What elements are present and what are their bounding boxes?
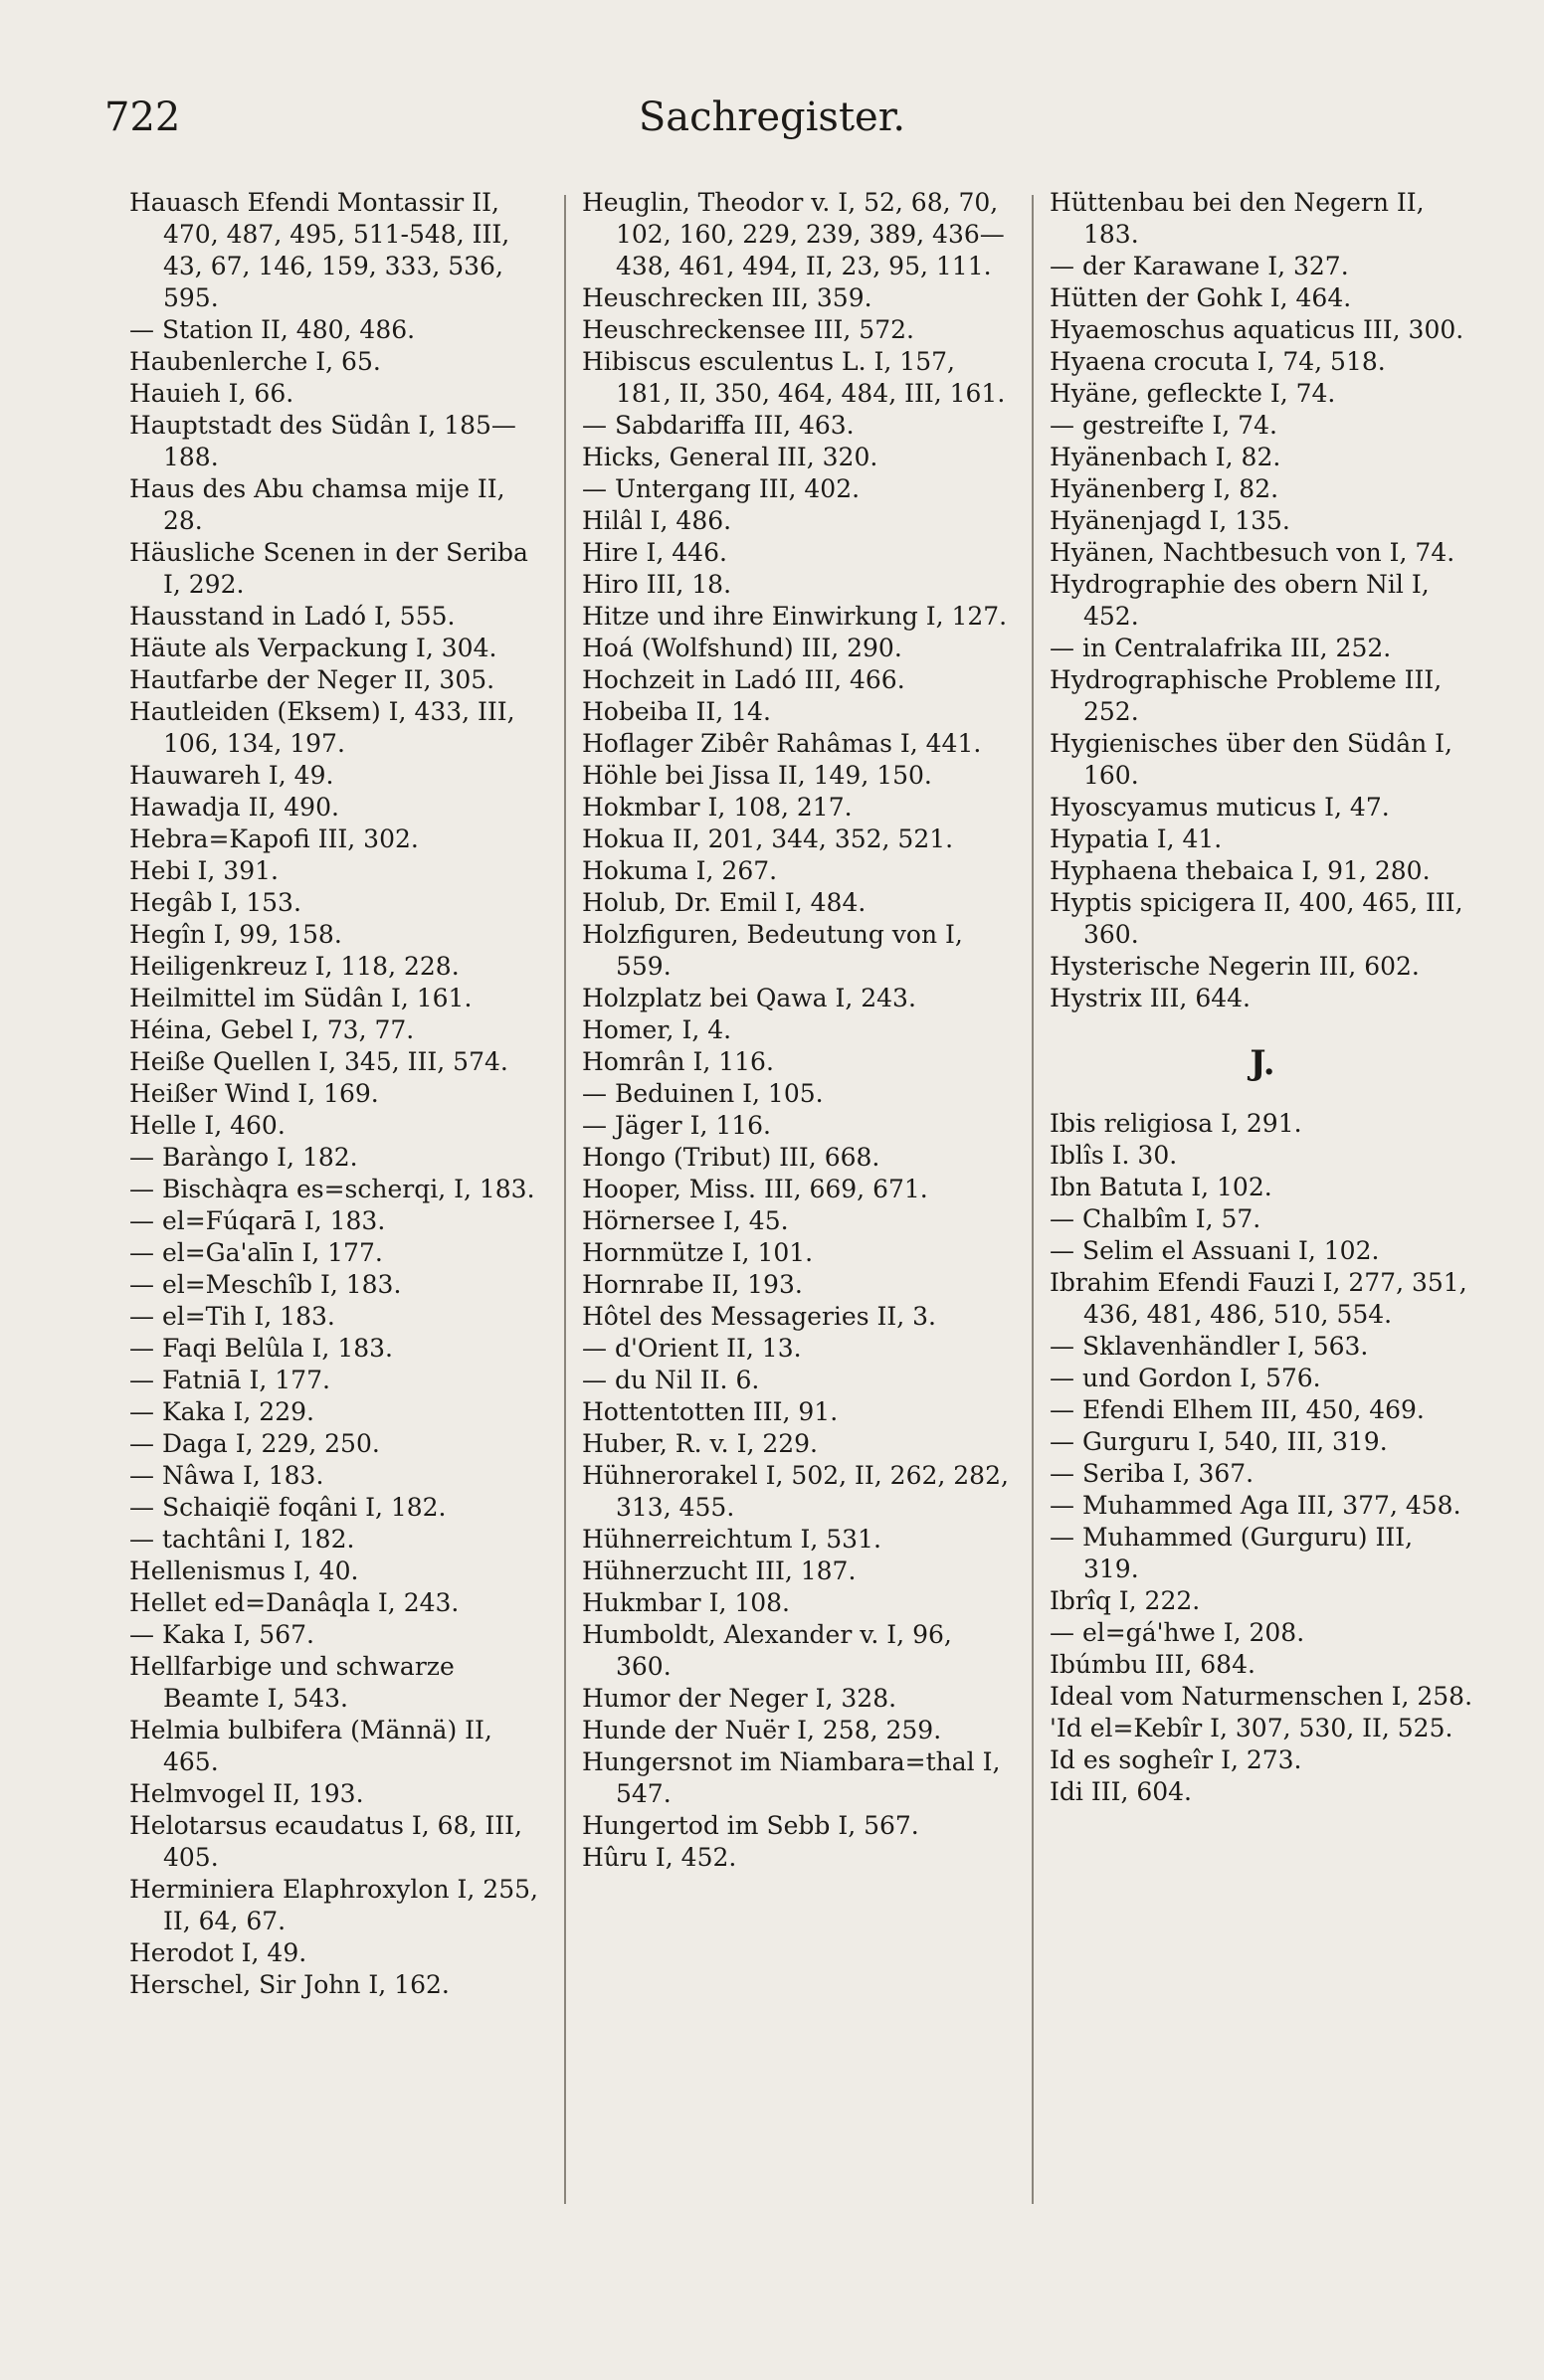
index-entry: Iblîs I. 30. (1050, 1141, 1178, 1170)
index-entry: Ibrahim Efendi Fauzi I, 277, 351, 436, 481, 486, 510, 554. (1050, 1268, 1467, 1329)
index-entry: Hellet ed=Danâqla I, 243. (129, 1588, 460, 1617)
index-entry: Hyoscyamus muticus I, 47. (1050, 793, 1390, 822)
index-entry: — Beduinen I, 105. (582, 1079, 824, 1108)
index-entry: — el=Fúqarā I, 183. (129, 1206, 386, 1235)
index-entry: — Faqi Belûla I, 183. (129, 1334, 393, 1363)
index-entry: — Kaka I, 229. (129, 1397, 314, 1426)
index-entry: Hunde der Nuër I, 258, 259. (582, 1716, 942, 1744)
index-entry: Hauwareh I, 49. (129, 761, 334, 790)
index-entry: Hegîn I, 99, 158. (129, 920, 342, 949)
index-entry: Hyphaena thebaica I, 91, 280. (1050, 856, 1431, 885)
index-entry: — Muhammed Aga III, 377, 458. (1050, 1491, 1461, 1520)
index-entry: — Kaka I, 567. (129, 1620, 314, 1649)
index-entry: Hornmütze I, 101. (582, 1238, 814, 1267)
index-entry: Häute als Verpackung I, 304. (129, 634, 497, 662)
index-entry: Hawadja II, 490. (129, 793, 339, 822)
index-entry: Haubenlerche I, 65. (129, 347, 381, 376)
index-entry: — du Nil II. 6. (582, 1366, 760, 1394)
index-entry: Hautleiden (Eksem) I, 433, III, 106, 134, 197. (129, 697, 515, 758)
index-entry: Homer, I, 4. (582, 1015, 732, 1044)
index-entry: — el=Ga'alīn I, 177. (129, 1238, 383, 1267)
index-entry: Hire I, 446. (582, 538, 727, 567)
index-entry: Hyptis spicigera II, 400, 465, III, 360. (1050, 888, 1463, 949)
index-entry: Hôtel des Messageries II, 3. (582, 1302, 936, 1331)
index-entry: — Gurguru I, 540, III, 319. (1050, 1427, 1388, 1456)
index-entry: Ibn Batuta I, 102. (1050, 1173, 1272, 1201)
index-entry: Hauieh I, 66. (129, 379, 294, 408)
index-entry: Hygienisches über den Südân I, 160. (1050, 729, 1452, 790)
index-entry: Idi III, 604. (1050, 1777, 1193, 1806)
index-entry: Hyänen, Nachtbesuch von I, 74. (1050, 538, 1455, 567)
index-entry: Ibrîq I, 222. (1050, 1586, 1201, 1615)
index-entry: Häusliche Scenen in der Seriba I, 292. (129, 538, 528, 599)
index-entry: Hauasch Efendi Montassir II, 470, 487, 495, 511-548, III, 43, 67, 146, 159, 333, 536, 595. (129, 188, 510, 312)
index-entry: Homrân I, 116. (582, 1047, 774, 1076)
index-entry: Hukmbar I, 108. (582, 1588, 790, 1617)
index-entry: Hydrographische Probleme III, 252. (1050, 665, 1443, 726)
index-entry: — Daga I, 229, 250. (129, 1429, 380, 1458)
index-entry: Ibis religiosa I, 291. (1050, 1109, 1302, 1138)
index-entry: — Sklavenhändler I, 563. (1050, 1332, 1369, 1361)
index-entry: Hyäne, gefleckte I, 74. (1050, 379, 1336, 408)
index-entry: Hokua II, 201, 344, 352, 521. (582, 824, 954, 853)
index-entry: — in Centralafrika III, 252. (1050, 634, 1392, 662)
index-entry: Holzfiguren, Bedeutung von I, 559. (582, 920, 963, 981)
index-entry: Holzplatz bei Qawa I, 243. (582, 984, 916, 1012)
index-entry: Heuschrecken III, 359. (582, 283, 872, 312)
index-entry: Hoá (Wolfshund) III, 290. (582, 634, 902, 662)
index-entry: Hyänenbach I, 82. (1050, 443, 1281, 471)
index-entry: — Sabdariffa III, 463. (582, 411, 855, 440)
index-entry: Hottentotten III, 91. (582, 1397, 839, 1426)
index-entry: Humor der Neger I, 328. (582, 1684, 897, 1713)
index-entry: Haus des Abu chamsa mije II, 28. (129, 474, 505, 535)
index-entry: — el=Meschîb I, 183. (129, 1270, 402, 1299)
index-entry: Hibiscus esculentus L. I, 157, 181, II, 350, 464, 484, III, 161. (582, 347, 1006, 408)
index-entry: — el=Tih I, 183. (129, 1302, 335, 1331)
index-entry: Hungertod im Sebb I, 567. (582, 1811, 919, 1840)
index-entry: Hypatia I, 41. (1050, 824, 1223, 853)
index-entry: Heuglin, Theodor v. I, 52, 68, 70, 102, 160, 229, 239, 389, 436—438, 461, 494, II, 23, 95, 111. (582, 188, 1005, 280)
index-column-3 (1050, 187, 1475, 1808)
index-entry: — Muhammed (Gurguru) III, 319. (1050, 1523, 1414, 1583)
index-entry: — Selim el Assuani I, 102. (1050, 1236, 1380, 1265)
index-entry: Hooper, Miss. III, 669, 671. (582, 1175, 928, 1203)
index-column-2 (582, 187, 1010, 1874)
index-entry: — el=gá'hwe I, 208. (1050, 1618, 1305, 1647)
index-entry: Hauptstadt des Südân I, 185—188. (129, 411, 516, 471)
index-entry: Hitze und ihre Einwirkung I, 127. (582, 602, 1008, 631)
index-entry: Heißer Wind I, 169. (129, 1079, 379, 1108)
index-entry: Humboldt, Alexander v. I, 96, 360. (582, 1620, 952, 1681)
index-entry: Hühnerorakel I, 502, II, 262, 282, 313, 455. (582, 1461, 1009, 1522)
page-header (0, 94, 1544, 154)
index-entry: Ibúmbu III, 684. (1050, 1650, 1255, 1679)
index-entry: Hyänenjagd I, 135. (1050, 506, 1290, 535)
index-entry: Hellfarbige und schwarze Beamte I, 543. (129, 1652, 455, 1713)
index-entry: Huber, R. v. I, 229. (582, 1429, 818, 1458)
index-entry: Hilâl I, 486. (582, 506, 732, 535)
index-entry: Hebi I, 391. (129, 856, 279, 885)
index-entry: Hongo (Tribut) III, 668. (582, 1143, 880, 1172)
index-entry: Hüttenbau bei den Negern II, 183. (1050, 188, 1425, 249)
index-entry: Helmvogel II, 193. (129, 1779, 364, 1808)
index-entry: Hochzeit in Ladó III, 466. (582, 665, 905, 694)
index-entry: — Seriba I, 367. (1050, 1459, 1254, 1488)
index-entry: — Bischàqra es=scherqi, I, 183. (129, 1175, 535, 1203)
index-entry: Herodot I, 49. (129, 1938, 307, 1967)
column-divider (1032, 195, 1034, 2204)
index-entry: — Station II, 480, 486. (129, 315, 416, 344)
index-entry: Hoflager Zibêr Rahâmas I, 441. (582, 729, 982, 758)
index-entry: Hyänenberg I, 82. (1050, 474, 1279, 503)
index-entry: Höhle bei Jissa II, 149, 150. (582, 761, 932, 790)
index-entry: — Schaiqië foqâni I, 182. (129, 1493, 447, 1522)
index-entry: Hörnersee I, 45. (582, 1206, 789, 1235)
index-entry: — Nâwa I, 183. (129, 1461, 324, 1490)
index-entry: — Chalbîm I, 57. (1050, 1204, 1261, 1233)
index-entry: Hysterische Negerin III, 602. (1050, 952, 1420, 981)
index-entry: Holub, Dr. Emil I, 484. (582, 888, 867, 917)
index-entry: — Efendi Elhem III, 450, 469. (1050, 1395, 1425, 1424)
index-entry: Hystrix III, 644. (1050, 984, 1251, 1012)
index-entry: Hokuma I, 267. (582, 856, 778, 885)
page-number: 722 (104, 94, 181, 140)
index-entry: Hütten der Gohk I, 464. (1050, 283, 1352, 312)
index-entry: Heuschreckensee III, 572. (582, 315, 914, 344)
index-entry: Hühnerzucht III, 187. (582, 1556, 857, 1585)
index-entry: Heiße Quellen I, 345, III, 574. (129, 1047, 508, 1076)
index-entry: Helmia bulbifera (Männä) II, 465. (129, 1716, 492, 1776)
index-entry: Hokmbar I, 108, 217. (582, 793, 853, 822)
index-entry: Id es sogheîr I, 273. (1050, 1745, 1302, 1774)
index-entry: Hyaena crocuta I, 74, 518. (1050, 347, 1386, 376)
index-entry: Helle I, 460. (129, 1111, 286, 1140)
index-entry: — Baràngo I, 182. (129, 1143, 358, 1172)
index-entry: Hellenismus I, 40. (129, 1556, 359, 1585)
index-entry: — Jäger I, 116. (582, 1111, 772, 1140)
index-entry: Hyaemoschus aquaticus III, 300. (1050, 315, 1464, 344)
index-entry: Hausstand in Ladó I, 555. (129, 602, 456, 631)
index-entry: Hydrographie des obern Nil I, 452. (1050, 570, 1430, 631)
index-entry: Hautfarbe der Neger II, 305. (129, 665, 495, 694)
index-entry: Hungersnot im Niambara=thal I, 547. (582, 1747, 1001, 1808)
index-entry: Hegâb I, 153. (129, 888, 301, 917)
index-entry: Hûru I, 452. (582, 1843, 737, 1872)
running-title: Sachregister. (638, 94, 906, 140)
index-entry: Hornrabe II, 193. (582, 1270, 803, 1299)
index-entry: Héina, Gebel I, 73, 77. (129, 1015, 415, 1044)
index-entry: Hebra=Kapofi III, 302. (129, 824, 419, 853)
index-entry: — und Gordon I, 576. (1050, 1364, 1321, 1392)
index-entry: Heilmittel im Südân I, 161. (129, 984, 473, 1012)
index-entry: — Untergang III, 402. (582, 474, 861, 503)
index-entry: — Fatniā I, 177. (129, 1366, 330, 1394)
column-divider (564, 195, 566, 2204)
index-entry: Hühnerreichtum I, 531. (582, 1525, 881, 1554)
index-entry: Herminiera Elaphroxylon I, 255, II, 64, 67. (129, 1875, 538, 1935)
index-entry: 'Id el=Kebîr I, 307, 530, II, 525. (1050, 1714, 1453, 1742)
index-entry: — d'Orient II, 13. (582, 1334, 802, 1363)
index-entry: — gestreifte I, 74. (1050, 411, 1277, 440)
index-entry: Helotarsus ecaudatus I, 68, III, 405. (129, 1811, 522, 1872)
section-letter: J. (1250, 1043, 1275, 1083)
index-entry: — tachtâni I, 182. (129, 1525, 355, 1554)
index-entry: — der Karawane I, 327. (1050, 252, 1349, 280)
index-entry: Hiro III, 18. (582, 570, 732, 599)
index-entry: Hicks, General III, 320. (582, 443, 878, 471)
index-entry: Hobeiba II, 14. (582, 697, 771, 726)
index-entry: Ideal vom Naturmenschen I, 258. (1050, 1682, 1473, 1711)
index-entry: Heiligenkreuz I, 118, 228. (129, 952, 460, 981)
index-column-1 (129, 187, 547, 2001)
index-entry: Herschel, Sir John I, 162. (129, 1970, 450, 1999)
